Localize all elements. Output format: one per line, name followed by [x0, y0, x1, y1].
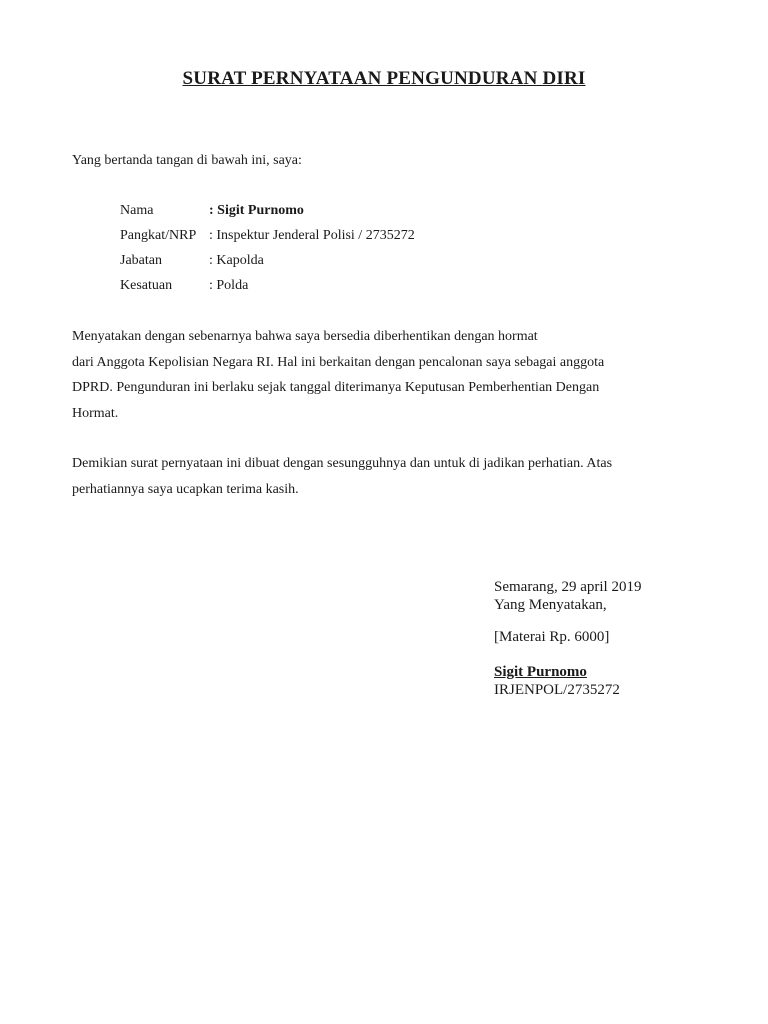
field-row-nama — [120, 203, 415, 228]
closing-paragraph — [72, 451, 672, 502]
field-value: : Sigit Purnomo — [209, 203, 304, 218]
statement-paragraph — [72, 324, 672, 426]
identity-fields — [120, 203, 415, 303]
signature-block — [494, 578, 641, 699]
paragraph-line: Demikian surat pernyataan ini dibuat dengan sesungguhnya dan untuk di jadikan perhatian. Atas — [72, 456, 613, 471]
paragraph-line: perhatiannya saya ucapkan terima kasih. — [72, 481, 299, 497]
paragraph-line: DPRD. Pengunduran ini berlaku sejak tanggal diterimanya Keputusan Pemberhentian Dengan — [72, 380, 600, 395]
field-row-kesatuan — [120, 278, 415, 303]
field-value: : Kapolda — [209, 253, 264, 268]
field-value: : Polda — [209, 278, 249, 293]
stamp-placeholder: [Materai Rp. 6000] — [494, 629, 610, 645]
field-row-jabatan — [120, 253, 415, 278]
paragraph-line: dari Anggota Kepolisian Negara RI. Hal ini berkaitan dengan pencalonan saya sebagai anggota — [72, 354, 605, 370]
signatory-rank-nrp: IRJENPOL/2735272 — [494, 682, 620, 698]
intro-text: Yang bertanda tangan di bawah ini, saya: — [72, 153, 302, 168]
place-date: Semarang, 29 april 2019 — [494, 579, 642, 595]
paragraph-line: Hormat. — [72, 405, 119, 421]
document-title: SURAT PERNYATAAN PENGUNDURAN DIRI — [182, 68, 586, 89]
field-label: Kesatuan — [120, 278, 173, 293]
field-row-pangkat-nrp — [120, 228, 415, 253]
field-label: Jabatan — [120, 253, 162, 268]
paragraph-line: Menyatakan dengan sebenarnya bahwa saya bersedia diberhentikan dengan hormat — [72, 329, 538, 344]
field-label: Pangkat/NRP — [120, 228, 197, 243]
field-label: Nama — [120, 203, 154, 218]
declarant-label: Yang Menyatakan, — [494, 597, 607, 613]
signatory-name: Sigit Purnomo — [494, 664, 587, 680]
field-value: : Inspektur Jenderal Polisi / 2735272 — [209, 228, 415, 243]
